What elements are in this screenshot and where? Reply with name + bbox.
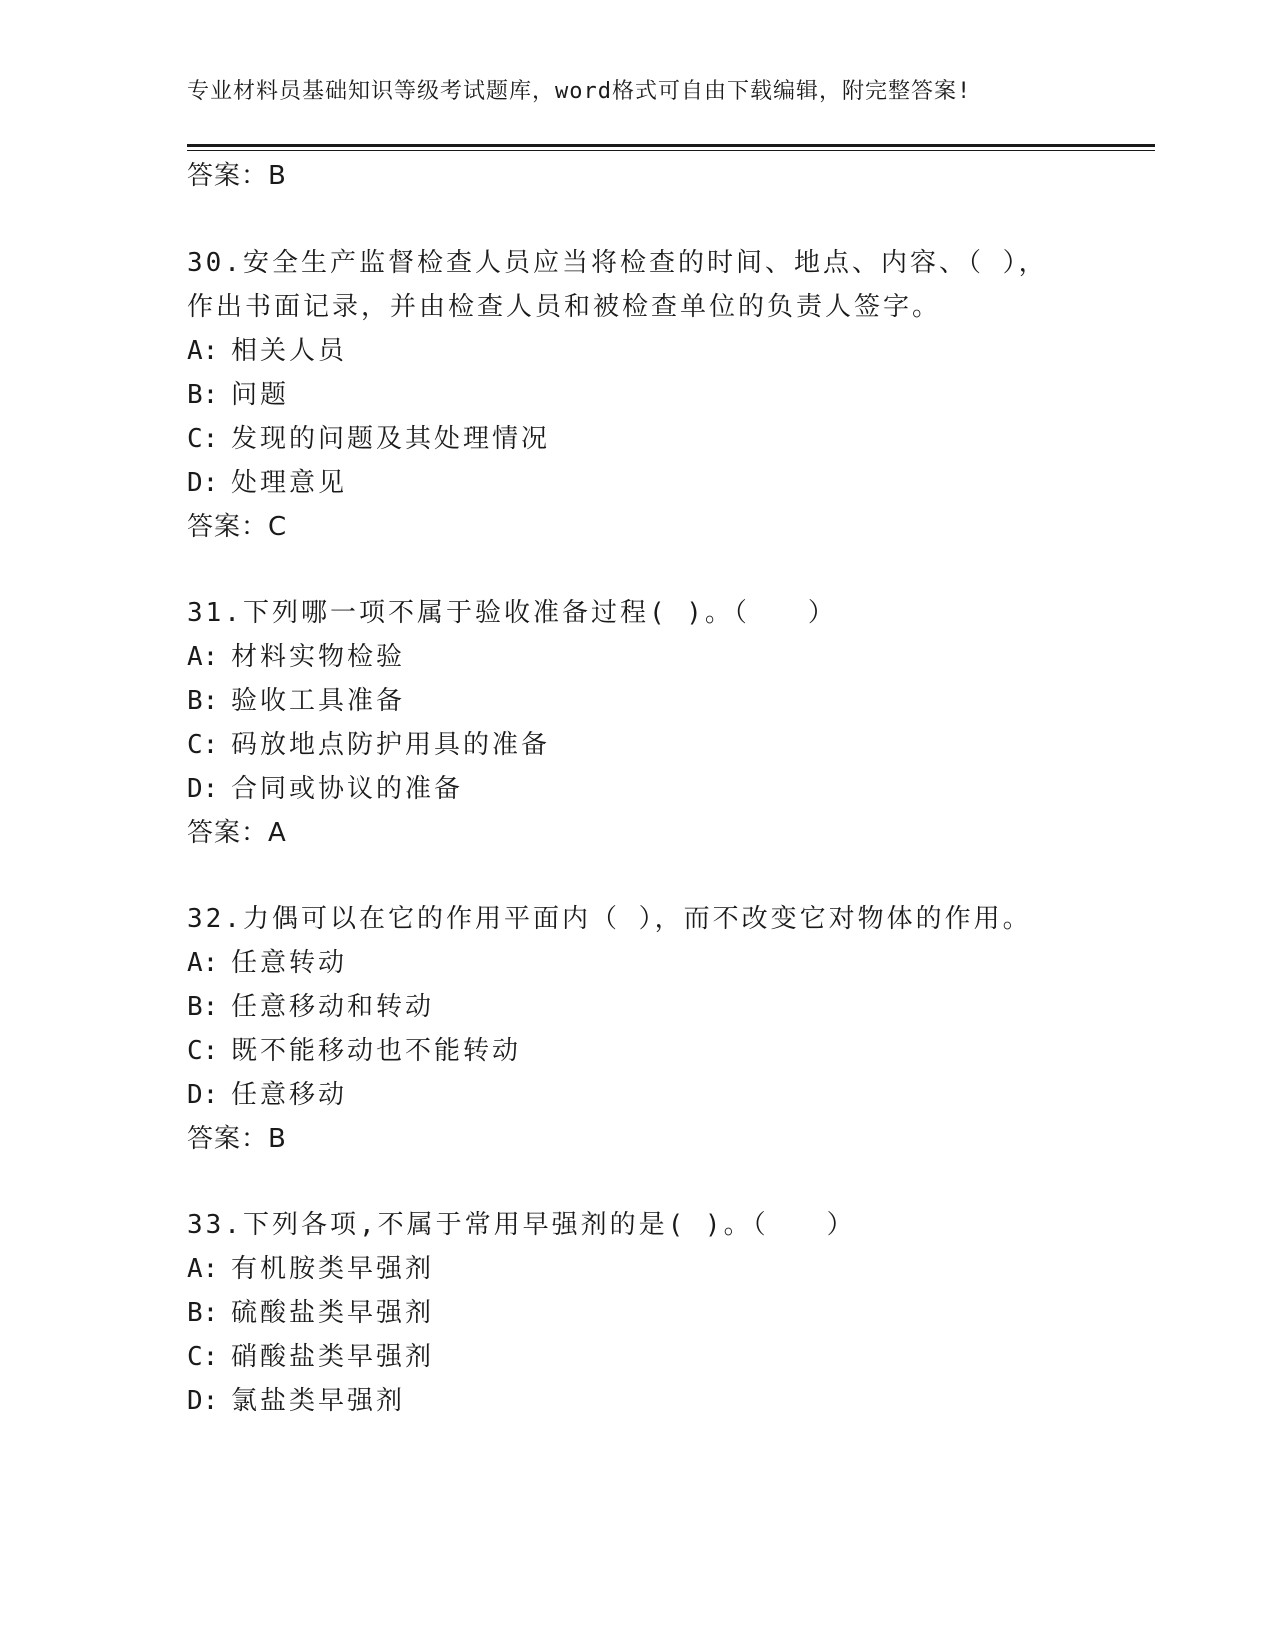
option-letter: D: [187,774,219,804]
question-30-option-c [187,418,550,455]
question-33-option-b [187,1292,434,1329]
option-text: 任意转动 [231,948,348,978]
question-31-answer: 答案：A [187,818,287,848]
page-header: 专业材料员基础知识等级考试题库，word格式可自由下载编辑，附完整答案! [187,79,972,104]
question-33-stem-line1: 33.下列各项,不属于常用早强剂的是( )。（ ） [187,1210,856,1240]
option-letter: B: [187,992,219,1022]
question-32-option-b [187,986,434,1023]
question-32-stem-line1: 32.力偶可以在它的作用平面内（ ），而不改变它对物体的作用。 [187,904,1032,934]
question-32-option-c [187,1030,521,1067]
option-letter: C: [187,424,219,454]
header-rule-thin [187,150,1155,151]
option-letter: C: [187,1036,219,1066]
question-31-option-a [187,636,405,673]
question-33-option-a [187,1248,434,1285]
question-30-answer: 答案：C [187,512,288,542]
question-32-answer: 答案：B [187,1124,287,1154]
option-letter: A: [187,948,219,978]
option-text: 任意移动 [231,1080,348,1110]
option-text: 发现的问题及其处理情况 [231,424,551,454]
option-letter: D: [187,1386,219,1416]
option-text: 氯盐类早强剂 [231,1386,406,1416]
option-text: 问题 [231,380,290,410]
header-rule-thick [187,144,1155,147]
question-31-option-d [187,768,463,805]
option-letter: D: [187,468,219,498]
option-letter: C: [187,730,219,760]
option-text: 有机胺类早强剂 [231,1254,435,1284]
option-text: 验收工具准备 [231,686,406,716]
option-letter: B: [187,686,219,716]
previous-answer: 答案：B [187,161,287,191]
option-text: 既不能移动也不能转动 [231,1036,522,1066]
option-text: 码放地点防护用具的准备 [231,730,551,760]
question-30-option-d [187,462,347,499]
question-33-option-d [187,1380,405,1417]
option-letter: B: [187,1298,219,1328]
question-32-option-a [187,942,347,979]
option-text: 硝酸盐类早强剂 [231,1342,435,1372]
question-30-stem-line1: 30.安全生产监督检查人员应当将检查的时间、地点、内容、（ ）， [187,248,1048,278]
option-letter: A: [187,642,219,672]
question-31-stem-line1: 31.下列哪一项不属于验收准备过程( )。（ ） [187,598,837,628]
question-30-option-a [187,330,347,367]
option-letter: A: [187,336,219,366]
question-32-option-d [187,1074,347,1111]
question-31-option-c [187,724,550,761]
option-text: 材料实物检验 [231,642,406,672]
option-text: 相关人员 [231,336,348,366]
option-letter: C: [187,1342,219,1372]
option-letter: D: [187,1080,219,1110]
option-text: 处理意见 [231,468,348,498]
option-text: 合同或协议的准备 [231,774,464,804]
question-30-option-b [187,374,289,411]
option-text: 任意移动和转动 [231,992,435,1022]
option-letter: B: [187,380,219,410]
question-31-option-b [187,680,405,717]
option-letter: A: [187,1254,219,1284]
question-33-option-c [187,1336,434,1373]
option-text: 硫酸盐类早强剂 [231,1298,435,1328]
question-30-stem-line2: 作出书面记录，并由检查人员和被检查单位的负责人签字。 [187,292,942,322]
